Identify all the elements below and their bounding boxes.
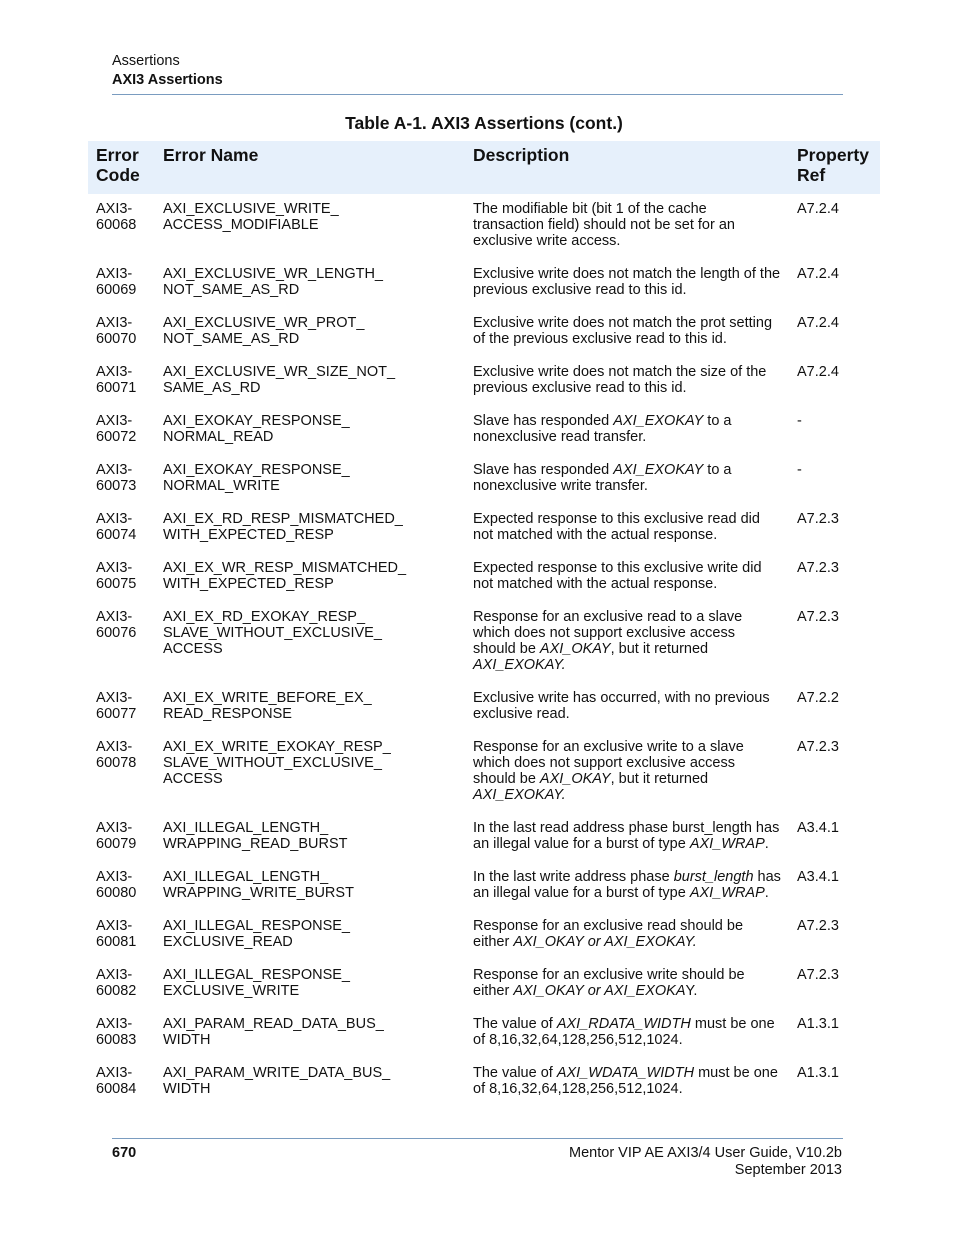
error-name-line: NORMAL_READ [163,429,274,445]
error-name-cell [155,553,465,602]
error-name-line: WRAPPING_READ_BURST [163,836,348,852]
description-cell [465,813,789,862]
assertions-table [88,141,880,1107]
error-code-line: AXI3- [96,266,133,282]
error-name-line: ACCESS_MODIFIABLE [163,217,319,233]
description-text: Expected response to this exclusive write did not matched with the actual response. [473,560,762,592]
description-cell [465,553,789,602]
error-code-line: 60084 [96,1081,137,1097]
error-name-line: AXI_EXOKAY_RESPONSE_ [163,413,350,429]
table-row [88,602,880,683]
error-name-line: WITH_EXPECTED_RESP [163,527,334,543]
description-cell [465,1058,789,1107]
error-code-line: AXI3- [96,1016,133,1032]
description-text: Response for an exclusive write to a slave which does not support exclusive access should be [473,739,744,787]
table-row [88,732,880,813]
description-italic-text: AXI_EXOKAY [613,462,704,478]
description-cell [465,960,789,1009]
table-row [88,960,880,1009]
error-name-cell [155,1009,465,1058]
error-name-line: NOT_SAME_AS_RD [163,282,300,298]
footer-doc-title: Mentor VIP AE AXI3/4 User Guide, V10.2b [569,1145,842,1161]
property-ref-cell: A1.3.1 [797,1065,839,1081]
error-code-cell [88,911,155,960]
column-header-error-code: Error Code [88,141,155,194]
table-row [88,259,880,308]
property-ref-cell: A3.4.1 [797,869,839,885]
description-text: The modifiable bit (bit 1 of the cache transaction field) should not be set for an exclusive write access. [473,201,735,249]
error-code-line: 60071 [96,380,137,396]
table-row [88,406,880,455]
error-code-line: AXI3- [96,967,133,983]
error-code-line: AXI3- [96,511,133,527]
description-text: Y. [685,983,698,999]
table-row [88,308,880,357]
description-text: must be one of 8,16,32,64,128,256,512,1024. [473,1065,778,1097]
error-code-line: 60068 [96,217,137,233]
error-name-cell [155,960,465,1009]
error-code-line: AXI3- [96,609,133,625]
error-name-cell [155,1058,465,1107]
property-ref-cell: - [797,413,802,429]
description-text: Exclusive write has occurred, with no previous exclusive read. [473,690,770,722]
description-italic-text: AXI_OKAY or AXI_EXOKAY. [513,934,697,950]
description-cell [465,602,789,683]
error-name-line: AXI_EXCLUSIVE_WR_PROT_ [163,315,365,331]
property-ref-cell: - [797,462,802,478]
table-row [88,911,880,960]
error-code-cell [88,553,155,602]
error-code-cell [88,308,155,357]
error-name-line: NORMAL_WRITE [163,478,280,494]
error-name-line: ACCESS [163,641,223,657]
error-name-cell [155,259,465,308]
error-code-line: AXI3- [96,413,133,429]
table-row [88,862,880,911]
description-text: to a nonexclusive read transfer. [473,413,732,445]
error-code-line: AXI3- [96,201,133,217]
error-code-cell [88,732,155,813]
property-ref-cell: A7.2.4 [797,364,839,380]
error-name-cell [155,406,465,455]
table-row [88,357,880,406]
header-rule [112,94,843,95]
description-text: Response for an exclusive read to a slave which does not support exclusive access should be [473,609,743,657]
error-code-line: 60079 [96,836,137,852]
table-row [88,504,880,553]
error-code-cell [88,960,155,1009]
error-code-line: AXI3- [96,690,133,706]
description-text: Slave has responded [473,462,614,478]
column-header-error-name: Error Name [155,141,465,194]
error-code-line: 60070 [96,331,137,347]
description-text: , but it returned [610,771,709,787]
property-ref-cell: A7.2.3 [797,918,839,934]
error-name-line: AXI_EXCLUSIVE_WRITE_ [163,201,339,217]
error-code-line: AXI3- [96,364,133,380]
property-ref-cell: A1.3.1 [797,1016,839,1032]
error-name-cell [155,911,465,960]
description-text: Exclusive write does not match the size of the previous exclusive read to this id. [473,364,767,396]
table-row [88,1009,880,1058]
description-italic-text: AXI_OKAY or AXI_EXOKA [513,983,686,999]
column-header-property-ref: Property Ref [789,141,880,194]
error-name-line: WIDTH [163,1032,211,1048]
error-code-line: AXI3- [96,918,133,934]
footer-doc-date: September 2013 [734,1162,842,1178]
description-cell [465,406,789,455]
error-code-line: AXI3- [96,462,133,478]
error-name-cell [155,862,465,911]
error-code-line: AXI3- [96,739,133,755]
error-code-line: 60080 [96,885,137,901]
property-ref-cell: A7.2.2 [797,690,839,706]
error-name-line: AXI_EXCLUSIVE_WR_LENGTH_ [163,266,383,282]
description-text: Response for an exclusive write should be either [473,967,745,999]
running-header [112,52,223,90]
table-row [88,194,880,259]
error-code-line: 60073 [96,478,137,494]
property-ref-cell: A7.2.3 [797,967,839,983]
description-cell [465,308,789,357]
error-code-line: AXI3- [96,560,133,576]
error-code-line: 60082 [96,983,137,999]
error-name-line: AXI_EX_WRITE_EXOKAY_RESP_ [163,739,391,755]
error-name-cell [155,683,465,732]
error-code-line: AXI3- [96,1065,133,1081]
column-header-description: Description [465,141,789,194]
description-text: In the last read address phase burst_length has an illegal value for a burst of type [473,820,780,852]
error-code-cell [88,406,155,455]
property-ref-cell: A7.2.3 [797,560,839,576]
error-name-cell [155,504,465,553]
error-code-line: 60072 [96,429,137,445]
error-code-line: 60083 [96,1032,137,1048]
error-name-line: EXCLUSIVE_READ [163,934,293,950]
description-cell [465,259,789,308]
table-row [88,813,880,862]
description-italic-text: AXI_EXOKAY [613,413,704,429]
table-row [88,683,880,732]
error-name-line: EXCLUSIVE_WRITE [163,983,300,999]
description-italic-text: AXI_OKAY [539,771,611,787]
error-code-cell [88,813,155,862]
description-text: must be one of 8,16,32,64,128,256,512,1024. [473,1016,775,1048]
error-name-cell [155,194,465,259]
table-header-row [88,141,880,194]
error-name-line: AXI_EXCLUSIVE_WR_SIZE_NOT_ [163,364,396,380]
error-name-line: SLAVE_WITHOUT_EXCLUSIVE_ [163,755,382,771]
description-text: has an illegal value for a burst of type [473,869,781,901]
error-name-line: AXI_EX_RD_EXOKAY_RESP_ [163,609,366,625]
error-code-line: 60077 [96,706,137,722]
description-text: Response for an exclusive read should be either [473,918,744,950]
description-italic-text: AXI_WRAP [689,885,765,901]
description-text: Exclusive write does not match the prot setting of the previous exclusive read to this id. [473,315,773,347]
page-number: 670 [112,1145,137,1161]
description-italic-text: AXI_EXOKAY. [473,787,566,803]
description-cell [465,862,789,911]
description-text: The value of [473,1065,557,1081]
error-code-line: AXI3- [96,315,133,331]
table-row [88,553,880,602]
description-cell [465,455,789,504]
error-name-line: AXI_PARAM_WRITE_DATA_BUS_ [163,1065,391,1081]
property-ref-cell: A7.2.3 [797,609,839,625]
error-code-line: 60078 [96,755,137,771]
error-code-cell [88,259,155,308]
error-name-line: AXI_ILLEGAL_LENGTH_ [163,869,329,885]
error-name-cell [155,813,465,862]
description-text: In the last write address phase [473,869,674,885]
error-code-cell [88,504,155,553]
description-text: Slave has responded [473,413,614,429]
property-ref-cell: A7.2.3 [797,511,839,527]
error-name-cell [155,308,465,357]
description-cell [465,504,789,553]
error-name-line: AXI_EXOKAY_RESPONSE_ [163,462,350,478]
description-text: Expected response to this exclusive read did not matched with the actual response. [473,511,760,543]
header-section: Assertions [112,53,180,69]
error-name-line: ACCESS [163,771,223,787]
description-text: . [764,836,769,852]
error-name-cell [155,357,465,406]
error-name-line: WITH_EXPECTED_RESP [163,576,334,592]
error-code-cell [88,683,155,732]
description-italic-text: AXI_EXOKAY. [473,657,566,673]
error-name-cell [155,602,465,683]
description-text: Exclusive write does not match the length of the previous exclusive read to this id. [473,266,781,298]
error-code-line: 60069 [96,282,137,298]
description-cell [465,357,789,406]
property-ref-cell: A7.2.4 [797,201,839,217]
error-code-cell [88,357,155,406]
property-ref-cell: A7.2.4 [797,266,839,282]
description-cell [465,732,789,813]
error-code-line: 60081 [96,934,137,950]
error-code-cell [88,1058,155,1107]
error-code-line: 60075 [96,576,137,592]
table-row [88,455,880,504]
error-code-cell [88,602,155,683]
description-cell [465,1009,789,1058]
error-code-cell [88,194,155,259]
description-italic-text: AXI_OKAY [539,641,611,657]
error-name-line: WRAPPING_WRITE_BURST [163,885,354,901]
error-code-line: 60074 [96,527,137,543]
property-ref-cell: A7.2.3 [797,739,839,755]
error-name-line: AXI_PARAM_READ_DATA_BUS_ [163,1016,384,1032]
error-name-line: SAME_AS_RD [163,380,261,396]
error-name-line: AXI_EX_WRITE_BEFORE_EX_ [163,690,372,706]
description-text: to a nonexclusive write transfer. [473,462,732,494]
description-italic-text: burst_length [673,869,754,885]
table-header [88,141,880,194]
error-name-line: AXI_ILLEGAL_LENGTH_ [163,820,329,836]
footer-doc-info [569,1145,842,1179]
table-body [88,194,880,1107]
error-code-cell [88,1009,155,1058]
property-ref-cell: A7.2.4 [797,315,839,331]
error-name-line: SLAVE_WITHOUT_EXCLUSIVE_ [163,625,382,641]
error-name-cell [155,455,465,504]
error-code-cell [88,862,155,911]
description-italic-text: AXI_RDATA_WIDTH [556,1016,691,1032]
description-cell [465,194,789,259]
table-row [88,1058,880,1107]
table-title: Table A-1. AXI3 Assertions (cont.) [345,113,623,133]
description-text: , but it returned [610,641,709,657]
description-cell [465,683,789,732]
error-name-line: AXI_EX_WR_RESP_MISMATCHED_ [163,560,407,576]
error-name-line: AXI_EX_RD_RESP_MISMATCHED_ [163,511,403,527]
header-subsection: AXI3 Assertions [112,72,223,88]
error-name-line: NOT_SAME_AS_RD [163,331,300,347]
description-italic-text: AXI_WDATA_WIDTH [556,1065,695,1081]
error-name-line: WIDTH [163,1081,211,1097]
error-code-line: AXI3- [96,869,133,885]
description-text: . [764,885,769,901]
error-name-line: READ_RESPONSE [163,706,292,722]
error-code-line: 60076 [96,625,137,641]
description-cell [465,911,789,960]
description-text: The value of [473,1016,557,1032]
footer-rule [112,1138,843,1139]
error-code-line: AXI3- [96,820,133,836]
error-name-cell [155,732,465,813]
error-name-line: AXI_ILLEGAL_RESPONSE_ [163,967,350,983]
description-italic-text: AXI_WRAP [689,836,765,852]
property-ref-cell: A3.4.1 [797,820,839,836]
error-name-line: AXI_ILLEGAL_RESPONSE_ [163,918,350,934]
error-code-cell [88,455,155,504]
